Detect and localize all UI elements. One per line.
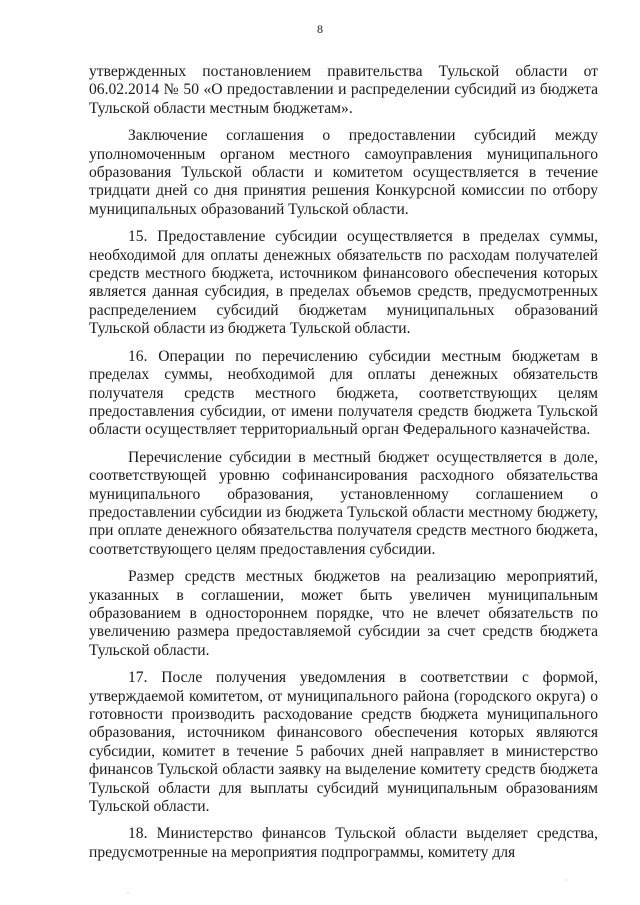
paragraph-item-16: 16. Операции по перечислению субсидии местным бюджетам в пределах суммы, необходимой для оплаты денежных обязательств получателя средств местного бюджета, соответствующих целям предоставления субсидии, от имени получателя средств бюджета Тульской области осуществляет территориальный орган Федерального казначейства. [89, 347, 598, 439]
paragraph-amount: Размер средств местных бюджетов на реализацию мероприятий, указанных в соглашении, может быть увеличен муниципальным образованием в одностороннем порядке, что не влечет обязательств по увеличению размера предоставляемой субсидии за счет средств бюджета Тульской области. [89, 568, 598, 659]
page-number: 8 [317, 22, 323, 36]
paragraph-continuation: утвержденных постановлением правительства Тульской области от 06.02.2014 № 50 «О предоставлении и распределении субсидий из бюджета Тульской области местным бюджетам». [89, 63, 598, 117]
paragraph-item-17: 17. После получения уведомления в соответствии с формой, утверждаемой комитетом, от муниципального района (городского округа) о готовности производить расходование средств бюджета муниципального образования, источником финансового обеспечения которых являются субсидии, комитет в течение 5 рабочих дней направляет в министерство финансов Тульской области заявку на выделение комитету средств бюджета Тульской области для выплаты субсидий муниципальным образованиям Тульской области. [89, 669, 598, 816]
paragraph-item-15: 15. Предоставление субсидии осуществляется в пределах суммы, необходимой для оплаты денежных обязательств по расходам получателей средств местного бюджета, источником финансового обеспечения которых является данная субсидия, в пределах объемов средств, предусмотренных распределением субсидий бюджетам муниципальных образований Тульской области из бюджета Тульской области. [89, 228, 598, 338]
paragraph-transfer: Перечисление субсидии в местный бюджет осуществляется в доле, соответствующей уровню софинансирования расходного обязательства муниципального образования, установленному соглашением о предоставлении субсидии из бюджета Тульской области местному бюджету, при оплате денежного обязательства получателя средств местного бюджета, соответствующего целям предоставления субсидии. [89, 448, 598, 558]
paragraph-item-18: 18. Министерство финансов Тульской области выделяет средства, предусмотренные на мероприятия подпрограммы, комитету для [89, 825, 598, 861]
paragraph-agreement: Заключение соглашения о предоставлении субсидий между уполномоченным органом местного самоуправления муниципального образования Тульской области и комитетом осуществляется в течение тридцати дней со дня принятия решения Конкурсной комиссии по отбору муниципальных образований Тульской области. [89, 127, 598, 218]
